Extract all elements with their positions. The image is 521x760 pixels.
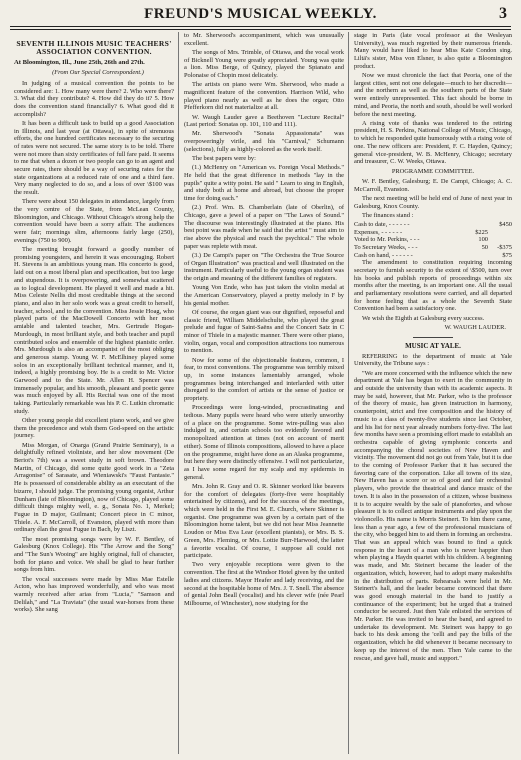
finance-label: Voted to Mr. Perkins, - - -: [354, 236, 420, 244]
paragraph: Mrs. John R. Gray and O. R. Skinner worked like beavers for the comfort of delegates (forty-five were hospitably entertained by citizens), and for the success of the meetings, which were held in the First M. E. Church, where Skinner is organist. One programme was given by a certain part of the Bloomington home talent, but we did not hear Miss Jeannette Loudon or Miss Eva Lear (excellent pianists), or Mrs. B. S. Green, Mrs. Fleming, or Mrs. Lottie Burr-Harwood, the latter a favorite vocalist. Of course, I suppose all could not participate.: [184, 482, 344, 560]
paragraph: The best papers were by:: [192, 155, 256, 163]
finance-row: [354, 244, 512, 252]
finance-label: Expenses, - - - - - -: [354, 228, 403, 236]
finance-total: $450: [499, 221, 512, 229]
paragraph: W. Waugh Lauder gave a Beethoven "Lecture Recital" (Last period: Sonatas op. 101, 110 and 111).: [184, 113, 344, 129]
paragraph: It has been a difficult task to build up a good Association in Illinois, and last year (at Ottawa), in spite of strenuous efforts, the one hundred certificates necessary to the securing of rates were not secured. The same story is to be told. There were not more than sixty certificates of full fare paid. It seems to me that when a dozen or two people can go to an agent and secure rates, there should be a way of securing rates for the state organizations at a reduced rate of one and a third fare. Very many neglected to do so, and a loss of over \$100 was the result.: [14, 119, 174, 197]
finance-total: $75: [502, 251, 512, 259]
article-headline: MUSIC AT YALE.: [405, 342, 461, 351]
committee-heading: PROGRAMME COMMITTEE.: [391, 167, 475, 175]
column-divider: [348, 32, 349, 754]
paragraph: The meeting brought forward a goodly number of promising youngsters, and herein it was encouraging. Robert H. Stevens is an ambitious young man. His concerto is good, laid out on a most liberal plan and specification, but too large and stupendous. It is overpowering, and somewhat scattered as to logical development. He played it well and made a hit. Miss Celeste Nellis did most creditable things at the second piano, and also in her solo work was a great credit to herself, teacher, school, and to the convention. Miss Jessie Hoag, who played parts of the MacDowell Concerto with her most amiable and talented teacher, Mrs. Gertrude Hogan-Murdough, in most brilliant style, and both teacher and pupil contributed solos and ensemble of the highest pianistic order. Mrs. Murdough is also an accompanist of the most obliging and generous stamp. Young W. F. McElhiney played some solos in an exceptionally brilliant technical manner, and it, indeed, a highly promising boy. He is a credit to Mr. Victor Garwood and to the State. Mr. Allen H. Spencer was immensely popular, and his smooth, pleasant and poetic genre was much enjoyed by all. His Recital was one of the most taking. Particularly remarkable was his P. C. Lutkin chromatic study.: [14, 246, 174, 415]
paragraph: In judging of a musical convention the points to be considered are: 1. How many were there? 2. Who were there? 3. What did they contribute? 4. How did they do it? 5. How does the convention stand financially? 6. What good did it accomplish?: [14, 79, 174, 118]
finance-row: [354, 221, 512, 229]
finance-row: [354, 229, 512, 237]
finance-total: [488, 229, 512, 237]
finance-row: [354, 236, 512, 244]
page-number: 3: [499, 5, 507, 22]
column-divider: [178, 32, 179, 754]
finances-intro: The finances stand :: [362, 211, 414, 219]
finance-total: [488, 236, 512, 244]
article-headline: SEVENTH ILLINOIS MUSIC TEACHERS' ASSOCIATION CONVENTION.: [16, 39, 172, 57]
header-rule-thin: [10, 29, 511, 30]
paragraph: "We are more concerned with the influence which the new department at Yale has begun to exert in the community in and outside the university than with its academic aspects. It may be said, however, that Mr. Parker, who is the professor of the theory of music, has given instruction in harmony, counterpoint, strict and free composition and the history of music to a class of twenty-five students since last October, and his list for next year already numbers forty-five. The last few months have seen a promising effort made to establish an orchestra capable of giving symphonic concerts and accompanying the choral societies of New Haven and vicinity. The movement did not go out from Yale, but it is due to the coming of Professor Parker that it has secured the favoring care of the corporation. Like all towns of its size, New Haven has a score or so of good and fair orchestral players, who provide the theatrical and dance music of the town. It is also in the possession of a citizen, whose business it is to acquire wealth by the sale of pianofortes, and whose pleasure it is to collect antique instruments and play upon the violoncello. His name is Morris Steinert. To him there came, less than a year ago, a few of the professional musicians of the city, who begged him to aid them in forming an orchestra. That was an appeal which was bound to find a quick response in the heart of a man who is never happier than when playing a Haydn quartet with his children. A beginning was made, and Mr. Steinert became the leader of the organization, which, however, had to adopt many makeshifts in the distribution of parts. Rehearsals were held in Mr. Steinert's hall, and the leader became convinced that there was good enough material in the band to justify a continuance of the experiment; but he urged that a trained conductor be secured. Just then Yale enlisted the services of Mr. Parker. He was invited to hear the band, and agreed to undertake its development. Mr. Steinert was happy to go back to his desk among the 'celli and pay the bills of the organization, which he did whenever it became necessary to keep up the interest of the men. Then Yale came to the rescue, and gave hall, music and support.": [354, 369, 512, 662]
finance-label: Cash on hand, - - - - - -: [354, 251, 413, 259]
column-3: [354, 32, 512, 754]
paragraph: We wish the Eighth at Galesburg every success.: [362, 314, 485, 322]
article-byline: (From Our Special Correspondent.): [52, 69, 144, 77]
finance-total: -$375: [497, 243, 512, 251]
paragraph: REFERRING to the department of music at Yale University, the Tribune says :: [354, 352, 512, 368]
finance-label: To Secretary Weeks, - - -: [354, 243, 418, 251]
finance-amount: 100: [478, 236, 488, 244]
paragraph: Mr. Sherwood's "Sonata Appassionata" was overpoweringly virile, and his "Carnival," Schumann (selections), fully as highly-colored as the work itself.: [184, 130, 344, 153]
paragraph: stage in Paris (late vocal professor at the Wesleyan University), was much regretted by their numerous friends. Many would have liked to hear Miss Kate Condon sing. Liltä's sister, Miss von Elsner, is also quite a Bloomington product.: [354, 32, 512, 70]
finance-amount: $225: [475, 228, 488, 236]
paragraph: Now for some of the objectionable features, common, I fear, to most conventions. The programme was terribly mixed up, in some instances lamentably arranged, whole programmes being interchanged and interlarded with utter disregard to the comfort of artists or the sense of justice or propriety.: [184, 356, 344, 403]
paragraph: to Mr. Sherwood's accompaniment, which was unusually excellent.: [184, 32, 344, 47]
paragraph: Now we must chronicle the fact that Peoria, one of the largest cities, sent not one delegate—much to her discredit—and the northern as well as the southern parts of the State were entirely unrepresented. This fact should be borne in mind, and Peoria, the north and south, should be well worked before the next meeting.: [354, 72, 512, 118]
paragraph: A rising vote of thanks was tendered to the retiring president, H. S. Perkins, National College of Music, Chicago, to which he responded quite humorously with a rising vote of one. The new officers are: President, F. C. Hayden, Quincy; general vice-president, W. B. McHenry, Chicago; secretary and treasurer, C. W. Weeks, Ottawa.: [354, 119, 512, 166]
column-2: [184, 32, 344, 754]
paragraph: The vocal successes were made by Miss Mae Estelle Acton, who has improved wonderfully, and who was most warmly received after arias from "Lucia," "Samson and Delilah," and "La Traviata" (the usual war-horses from these works). She sang: [14, 575, 174, 614]
paragraph: The most promising songs were by W. F. Bentley, of Galesburg (Knox College). His "The Arrow and the Song" and "The Sun's Wooing" are highly original, full of character, both for piano and voice. We shall be glad to hear further songs from him.: [14, 535, 174, 574]
committee-members: W. F. Bentley, Galesburg; E. De Campi, Chicago; A. C. McCarroll, Evanston.: [354, 178, 512, 193]
section-divider: [413, 337, 453, 338]
paragraph: (1.) McHenry on "American vs. Foreign Vocal Methods." He held that the great difference in methods "lay in the pupils" quite a witty point. He said " Learn to sing in English, and study both at home and abroad, but choose the proper time for doing each.": [184, 164, 344, 203]
paragraph: Other young people did excellent piano work, and we give them the precedence and wish them God-speed on the artistic journey.: [14, 417, 174, 440]
finance-amount: 50: [481, 243, 488, 251]
paragraph: The next meeting will be held end of June of next year in Galesburg, Knox County.: [354, 195, 512, 210]
running-title: FREUND'S MUSICAL WEEKLY.: [144, 6, 377, 22]
paragraph: Miss Morgan, of Onarga (Grand Prairie Seminary), is a delightfully refined violiniste, and her slow movement (De Beriot's 7th) was a sweet study in soft brown. Theodore Martin, of Chicago, did some quite good work in a "Zeta Arragonise" of Sarasate, and Wieniawski's "Faust Fantasie." He is possessed of considerable ability as an executant of the bizarre, I should judge. The promising young organist, Arthur Dunham (late of Bloomington), now of Chicago, played some difficult things mighty well, e. g., Sonata No. 1, Merkel; Fugue in D major, Guilmant; Concert piece in C minor, Thiele. A. F. McCarroll, of Evanston, played with more than ordinary élan the great Fugue in Bach, by Liszt.: [14, 441, 174, 534]
paragraph: There were about 150 delegates in attendance, largely from the very centre of the State, from McLean County, Bloomington, and Chicago. Without Chicago's strong help the convention would have been a sorry affair. The audiences were fair; mornings slim, afternoons fairly large (250), evenings (750 to 900).: [14, 198, 174, 244]
paragraph: The artists on piano were Wm. Sherwood, who made a magnificent feature of the convention. Harrison Wild, who played piano nearly as well as he does the organ; Otto Pfefferkorn did not materialize at all.: [184, 81, 344, 112]
finance-amount: [458, 221, 488, 229]
paragraph: Of course, the organ giant was our dignified, reposeful and classic friend, William Middelschulte, who played the great prelude and fugue of Saint-Saëns and the Concert Satz in C minor of Thiele in a majestic manner. There were other piano, violin, organ, vocal and composition attractions too numerous to mention.: [184, 308, 344, 355]
finance-row: [354, 252, 512, 260]
paragraph: The songs of Mrs. Trimble, of Ottawa, and the vocal work of Bicknell Young were greatly appreciated. Young was quite a lion. Miss Berge, of Quincy, played the Spianato and Polonaise of Chopin most delicately.: [184, 48, 344, 80]
paragraph: (3.) De Campi's paper on "The Orchestra the True Source of Organ Illustration" was practical and well illustrated on the instrument. Particularly useful to the young organ student was the origin and meaning of the different families of registers.: [184, 251, 344, 283]
paragraph: The amendment to constitution requiring incoming secretary to furnish security to the extent of \$500, turn over his books and publish reports of proceedings within six months after the meeting, is an important one. All the usual and parliamentary resolutions were carried, and all departed for home feeling that as a whole the Seventh State Convention had been a satisfactory one.: [354, 259, 512, 313]
finance-label: Cash to date, - - - - - -: [354, 221, 410, 229]
header-rule: [10, 26, 511, 27]
paragraph: Young Von Ende, who has just taken the violin medal at the American Conservatory, played a pretty melody in F by his genial mother.: [184, 284, 344, 307]
column-1: [14, 32, 174, 754]
signature: W. WAUGH LAUDER.: [444, 323, 506, 331]
paragraph: Proceedings were long-winded, procrastinating and tedious. Many pupils were heard who were utterly unworthy of a place on the programme. Some wire-pulling was also indulged in, and certain schools too evidently favored and monopolized attention at times (not on account of merit either). Some of Illinois compositions, allowed to have a place on the programme, might have done as an Alaska programme, but here they were distinctly offensive. I will not particularize, as I have some regard for my scalp and my epidermis in general.: [184, 404, 344, 481]
finance-table: [354, 221, 512, 259]
article-dateline: At Bloomington, Ill., June 25th, 26th and 27th.: [14, 59, 145, 67]
finance-amount: [458, 252, 488, 260]
paragraph: Two very enjoyable receptions were given to the convention. The first at the Windsor Hotel given by the united ladies and citizens. Mayor Heafer and lady receiving, and the second at the hospitable home of Mrs. J. T. Snell. The absence of genial John Beall (vocalist) and his clever wife (née Pearl Milbourne, of Winchester), now studying for the: [184, 561, 344, 607]
paragraph: (2.) Prof. Wm. B. Chamberlain (late of Oberlin), of Chicago, gave a jewel of a paper on "The Laws of Sound." The discourse was interestingly illustrated at the piano. His best point was made when he said that the artist " must aim to rise above the physical and reach the psychical." The whole paper was replete with meat.: [184, 204, 344, 250]
